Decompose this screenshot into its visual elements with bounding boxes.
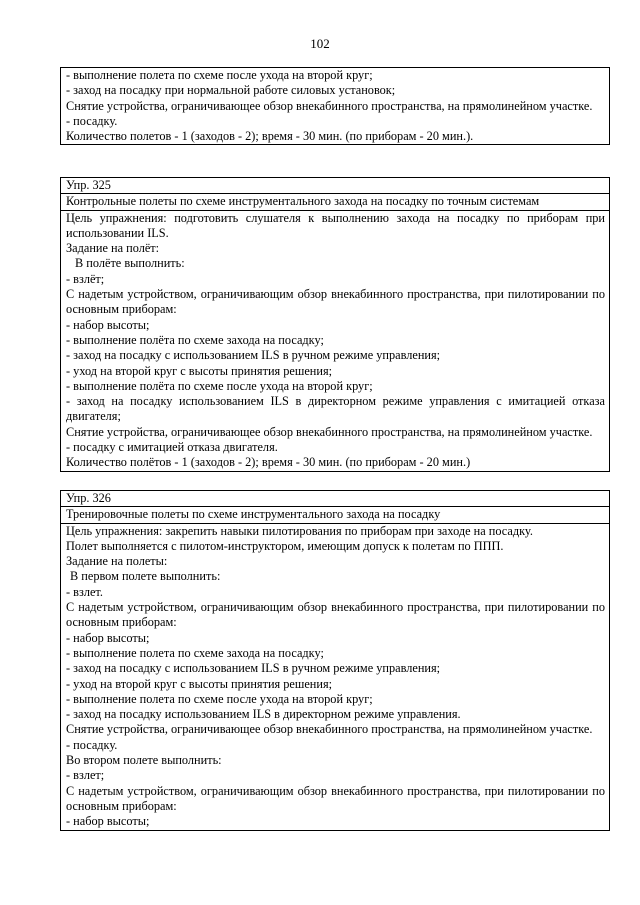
text-line: Снятие устройства, ограничивающее обзор внекабинного пространства, на прямолинейном участке. <box>66 424 593 439</box>
text-line: - заход на посадку с использованием ILS в ручном режиме управления; <box>66 661 441 676</box>
continuation-block <box>60 67 610 145</box>
exercise-title: Тренировочные полеты по схеме инструментального захода на посадку <box>61 507 609 523</box>
text-line: - набор высоты; <box>66 630 150 645</box>
text-line: - уход на второй круг с высоты принятия решения; <box>66 363 333 378</box>
page-number: 102 <box>310 36 330 51</box>
text-line: - посадку с имитацией отказа двигателя. <box>66 440 278 455</box>
text-line: Снятие устройства, ограничивающее обзор внекабинного пространства, на прямолинейном участке. <box>66 722 593 737</box>
text-line: Цель упражнения: закрепить навыки пилотирования по приборам при заходе на посадку. <box>66 523 533 538</box>
exercise-326-block <box>60 490 610 831</box>
text-line: - выполнение полета по схеме после ухода на второй круг; <box>66 68 373 82</box>
text-line: - взлёт; <box>66 271 105 286</box>
text-line: - набор высоты; <box>66 317 150 332</box>
text-line: Цель упражнения: подготовить слушателя к выполнению захода на посадку по приборам при использовании ILS. <box>66 210 605 240</box>
text-line: - набор высоты; <box>66 814 150 829</box>
text-line: Задание на полеты: <box>66 554 168 569</box>
text-line: - взлет. <box>66 584 103 599</box>
text-line: С надетым устройством, ограничивающим обзор внекабинного пространства, при пилотировании по основным приборам: <box>66 600 605 630</box>
text-line: Полет выполняется с пилотом-инструктором, имеющим допуск к полетам по ППП. <box>66 538 504 553</box>
text-line: - выполнение полёта по схеме после ухода на второй круг; <box>66 378 373 393</box>
exercise-body <box>61 524 609 830</box>
text-line: - заход на посадку использованием ILS в директорном режиме управления. <box>66 707 461 722</box>
text-line: Во втором полете выполнить: <box>66 753 222 768</box>
text-line: - выполнение полета по схеме захода на посадку; <box>66 645 324 660</box>
text-line: - выполнение полета по схеме после ухода на второй круг; <box>66 691 373 706</box>
exercise-number: Упр. 325 <box>61 178 609 194</box>
text-line: - заход на посадку при нормальной работе силовых установок; <box>66 83 396 98</box>
text-line: Количество полетов - 1 (заходов - 2); время - 30 мин. (по приборам - 20 мин.). <box>66 129 474 144</box>
text-line: - уход на второй круг с высоты принятия решения; <box>66 676 333 691</box>
text-line: Задание на полёт: <box>66 241 160 256</box>
text-line: - заход на посадку с использованием ILS в ручном режиме управления; <box>66 348 441 363</box>
text-line: - взлет; <box>66 768 105 783</box>
exercise-number: Упр. 326 <box>61 491 609 507</box>
text-line: - выполнение полёта по схеме захода на посадку; <box>66 332 324 347</box>
text-line: Снятие устройства, ограничивающее обзор внекабинного пространства, на прямолинейном участке. <box>66 98 593 113</box>
text-line: С надетым устройством, ограничивающим обзор внекабинного пространства, при пилотировании по основным приборам: <box>66 287 605 317</box>
text-line: - посадку. <box>66 113 118 128</box>
text-line: С надетым устройством, ограничивающим обзор внекабинного пространства, при пилотировании по основным приборам: <box>66 783 605 813</box>
text-line: - посадку. <box>66 737 118 752</box>
text-line: - заход на посадку использованием ILS в директорном режиме управления с имитацией отказа двигателя; <box>66 394 605 424</box>
exercise-325-block <box>60 177 610 472</box>
text-line: В полёте выполнить: <box>75 256 185 271</box>
exercise-title: Контрольные полеты по схеме инструментального захода на посадку по точным системам <box>61 194 609 210</box>
exercise-body <box>61 211 609 471</box>
text-line: В первом полете выполнить: <box>70 569 221 584</box>
text-line: Количество полётов - 1 (заходов - 2); время - 30 мин. (по приборам - 20 мин.) <box>66 455 471 470</box>
